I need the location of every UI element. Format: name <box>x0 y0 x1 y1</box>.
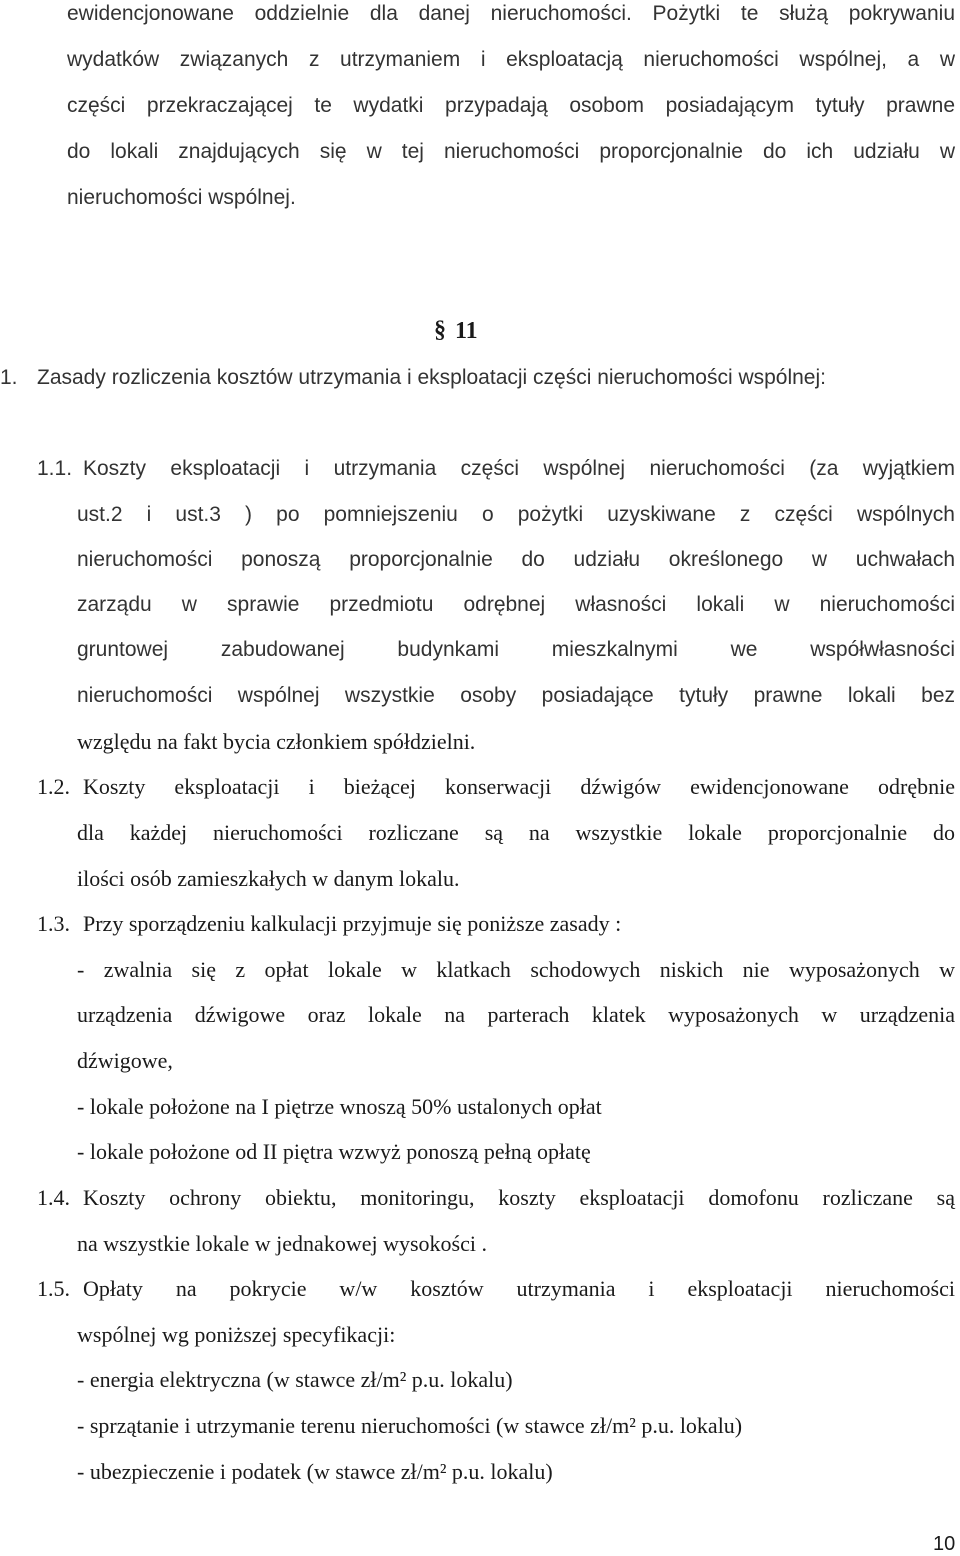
item-line: dźwigowe, <box>77 1048 173 1073</box>
section-number: 11 <box>455 318 478 344</box>
item-number: 1.2. <box>37 774 70 799</box>
item-line: Koszty eksploatacji i utrzymania części wspólnej nieruchomości (za wyjątkiem <box>83 457 955 480</box>
item-line: - energia elektryczna (w stawce zł/m² p.u. lokalu) <box>77 1367 513 1392</box>
item-line: urządzenia dźwigowe oraz lokale na parterach klatek wyposażonych w urządzenia <box>77 1002 955 1027</box>
item-line: - sprzątanie i utrzymanie terenu nieruchomości (w stawce zł/m² p.u. lokalu) <box>77 1413 743 1438</box>
intro-line: wydatków związanych z utrzymaniem i eksploatacją nieruchomości wspólnej, a w <box>67 48 955 71</box>
point-number: 1. <box>0 366 18 389</box>
item-line: ilości osób zamieszkałych w danym lokalu. <box>77 866 460 891</box>
item-line: gruntowej zabudowanej budynkami mieszkalnymi we współwłasności <box>77 638 955 661</box>
point-text: Zasady rozliczenia kosztów utrzymania i eksploatacji części nieruchomości wspólnej: <box>37 366 826 389</box>
item-line: Koszty ochrony obiektu, monitoringu, koszty eksploatacji domofonu rozliczane są <box>83 1185 955 1210</box>
item-line: - ubezpieczenie i podatek (w stawce zł/m² p.u. lokalu) <box>77 1459 553 1484</box>
item-line: ust.2 i ust.3 ) po pomniejszeniu o pożytki uzyskiwane z części wspólnych <box>77 503 955 526</box>
section-symbol: § <box>434 317 446 343</box>
page-number: 10 <box>933 1533 956 1555</box>
item-line: dla każdej nieruchomości rozliczane są na wszystkie lokale proporcjonalnie do <box>77 820 955 845</box>
item-line: Opłaty na pokrycie w/w kosztów utrzymania i eksploatacji nieruchomości <box>83 1276 955 1301</box>
item-line: na wszystkie lokale w jednakowej wysokości . <box>77 1231 487 1256</box>
intro-line: nieruchomości wspólnej. <box>67 186 296 209</box>
item-number: 1.3. <box>37 911 70 936</box>
intro-line: do lokali znajdujących się w tej nieruchomości proporcjonalnie do ich udziału w <box>67 140 955 163</box>
item-number: 1.1. <box>37 457 73 480</box>
item-number: 1.4. <box>37 1185 70 1210</box>
item-line: względu na fakt bycia członkiem spółdzielni. <box>77 729 476 754</box>
item-line: wspólnej wg poniższej specyfikacji: <box>77 1322 396 1347</box>
intro-line: ewidencjonowane oddzielnie dla danej nieruchomości. Pożytki te służą pokrywaniu <box>67 2 955 25</box>
item-line: nieruchomości ponoszą proporcjonalnie do udziału określonego w uchwałach <box>77 548 955 571</box>
item-line: - lokale położone od II piętra wzwyż ponoszą pełną opłatę <box>77 1139 591 1164</box>
item-line: - zwalnia się z opłat lokale w klatkach schodowych niskich nie wyposażonych w <box>77 957 955 982</box>
item-line: - lokale położone na I piętrze wnoszą 50% ustalonych opłat <box>77 1094 602 1119</box>
item-line: Przy sporządzeniu kalkulacji przyjmuje się poniższe zasady : <box>83 911 622 936</box>
item-number: 1.5. <box>37 1276 70 1301</box>
intro-line: części przekraczającej te wydatki przypadają osobom posiadającym tytuły prawne <box>67 94 955 117</box>
item-line: nieruchomości wspólnej wszystkie osoby posiadające tytuły prawne lokali bez <box>77 684 955 707</box>
item-line: Koszty eksploatacji i bieżącej konserwacji dźwigów ewidencjonowane odrębnie <box>83 774 955 799</box>
item-line: zarządu w sprawie przedmiotu odrębnej własności lokali w nieruchomości <box>77 593 955 616</box>
